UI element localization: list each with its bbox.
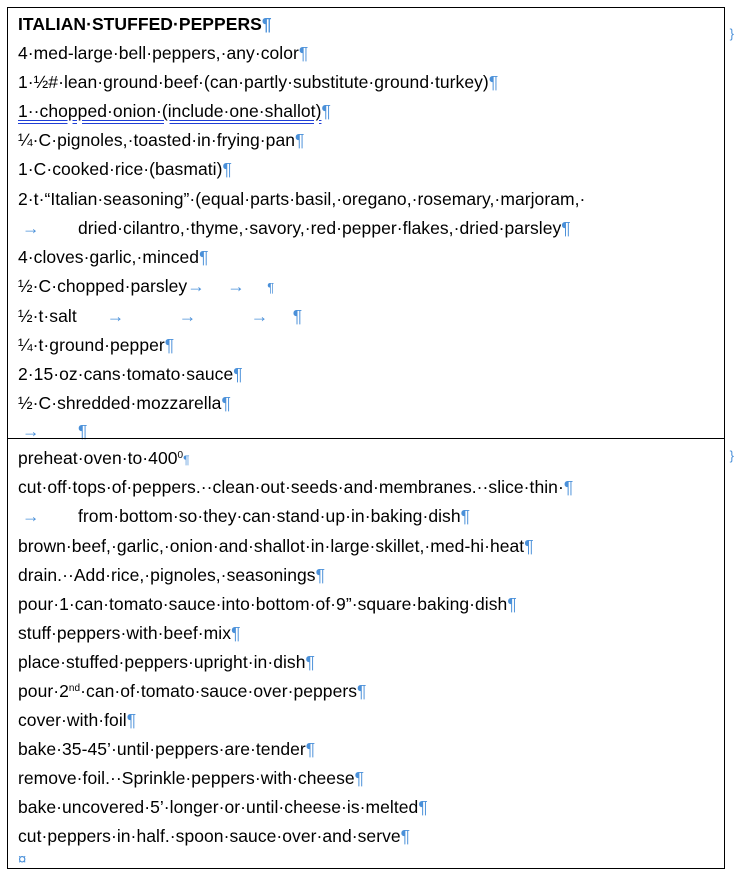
direction-line[interactable]: pour·2nd·can·of·tomato·sauce·over·peppers¶ [18, 681, 367, 701]
direction-line[interactable]: cut·peppers·in·half.·spoon·sauce·over·and·serve¶ [18, 826, 411, 846]
direction-line[interactable]: remove·foil.··Sprinkle·peppers·with·cheese¶ [18, 768, 365, 788]
recipe-table [7, 7, 734, 869]
direction-line[interactable]: stuff·peppers·with·beef·mix¶ [18, 623, 241, 643]
pilcrow-mark: ¶ [221, 393, 231, 413]
direction-line[interactable]: place·stuffed·peppers·upright·in·dish¶ [18, 652, 315, 672]
ingredient-line[interactable]: 2·15·oz·cans·tomato·sauce¶ [18, 364, 243, 384]
ingredient-line[interactable]: 1·C·cooked·rice·(basmati)¶ [18, 159, 232, 179]
pilcrow-mark: ¶ [315, 565, 326, 585]
pilcrow-mark: ¶ [305, 739, 316, 759]
pilcrow-mark: ¶ [295, 130, 305, 150]
cell-divider [8, 438, 724, 439]
pilcrow-mark: ¶ [199, 247, 209, 267]
ingredient-line[interactable]: 4·med-large·bell·peppers,·any·color¶ [18, 43, 309, 63]
end-of-cell-mark: ¤ [18, 851, 27, 868]
pilcrow-mark: ¶ [524, 536, 534, 556]
ingredient-line[interactable]: ¼·t·ground·pepper¶ [18, 335, 175, 355]
tab-arrow-icon: → [178, 306, 197, 326]
pilcrow-mark: ¶ [418, 797, 428, 817]
direction-line[interactable]: cut·off·tops·of·peppers.··clean·out·seeds·and·membranes.··slice·thin·¶ [18, 477, 574, 497]
cell-end-mark: } [729, 448, 734, 463]
ingredient-line[interactable]: 1·½#·lean·ground·beef·(can·partly·substitute·ground·turkey)¶ [18, 72, 499, 92]
direction-line[interactable]: drain.··Add·rice,·pignoles,·seasonings¶ [18, 565, 326, 585]
direction-line[interactable]: bake·35-45’·until·peppers·are·tender¶ [18, 739, 316, 759]
pilcrow-mark: ¶ [261, 14, 272, 34]
direction-line[interactable]: brown·beef,·garlic,·onion·and·shallot·in·large·skillet,·med-hi·heat¶ [18, 536, 534, 556]
pilcrow-mark: ¶ [400, 826, 411, 846]
direction-line[interactable]: $preheat\cdot oven\cdot to\cdot 400^0\P$ [18, 448, 190, 468]
tab-arrow-icon: → [227, 276, 245, 296]
pilcrow-mark: ¶ [164, 335, 175, 355]
ingredient-line[interactable]: 2·t·“Italian·seasoning”·(equal·parts·basil,·oregano,·rosemary,·marjoram,· [18, 189, 586, 209]
pilcrow-mark: ¶ [78, 421, 88, 441]
recipe-title[interactable]: ITALIAN·STUFFED·PEPPERS¶ [18, 14, 272, 34]
ingredient-line[interactable]: ½·t·salt → → → ¶ [18, 306, 303, 326]
ingredient-line[interactable]: ½·C·chopped·parsley→ → ¶ [18, 276, 275, 296]
tab-arrow-icon: → [22, 218, 40, 238]
pilcrow-mark: ¶ [305, 652, 315, 672]
direction-line[interactable]: bake·uncovered·5’·longer·or·until·cheese·is·melted¶ [18, 797, 428, 817]
direction-line[interactable]: → from·bottom·so·they·can·stand·up·in·baking·dish¶ [22, 506, 471, 526]
tab-arrow-icon: → [250, 306, 269, 326]
ingredient-line[interactable]: → dried·cilantro,·thyme,·savory,·red·pepper·flakes,·dried·parsley¶ [22, 218, 571, 238]
pilcrow-mark: ¶ [233, 364, 243, 384]
pilcrow-mark: ¶ [563, 477, 574, 497]
pilcrow-mark: ¶ [321, 101, 331, 121]
ingredient-line[interactable]: ½·C·shredded·mozzarella¶ [18, 393, 231, 413]
pilcrow-mark: ¶ [126, 710, 137, 730]
ingredient-line[interactable]: ¼·C·pignoles,·toasted·in·frying·pan¶ [18, 130, 305, 150]
pilcrow-mark: ¶ [357, 681, 367, 701]
pilcrow-mark: ¶ [292, 306, 303, 326]
pilcrow-mark: ¶ [488, 72, 499, 92]
grammar-flag: 1··chopped·onion·(include·one·shallot) [18, 101, 322, 121]
pilcrow-mark: ¶ [354, 768, 365, 788]
direction-line[interactable]: cover·with·foil¶ [18, 710, 137, 730]
pilcrow-mark: ¶ [298, 43, 309, 63]
ingredient-line[interactable] [18, 100, 331, 122]
tab-arrow-icon: → [22, 506, 40, 526]
direction-line[interactable]: pour·1·can·tomato·sauce·into·bottom·of·9”·square·baking·dish¶ [18, 594, 517, 614]
pilcrow-mark: ¶ [267, 280, 275, 295]
tab-arrow-icon: → [187, 276, 205, 296]
pilcrow-mark: ¶ [460, 506, 471, 526]
pilcrow-mark: ¶ [561, 218, 571, 238]
cell-end-mark: } [729, 26, 734, 41]
ingredient-line[interactable]: 4·cloves·garlic,·minced¶ [18, 247, 209, 267]
pilcrow-mark: ¶ [222, 159, 232, 179]
ordinal-superscript: nd [68, 683, 81, 694]
degree-superscript: 0 [177, 450, 184, 461]
tab-arrow-icon: → [22, 421, 40, 441]
pilcrow-mark: ¶ [507, 594, 517, 614]
pilcrow-mark: ¶ [231, 623, 241, 643]
tab-arrow-icon: → [106, 306, 125, 326]
pilcrow-mark: ¶ [183, 453, 190, 467]
